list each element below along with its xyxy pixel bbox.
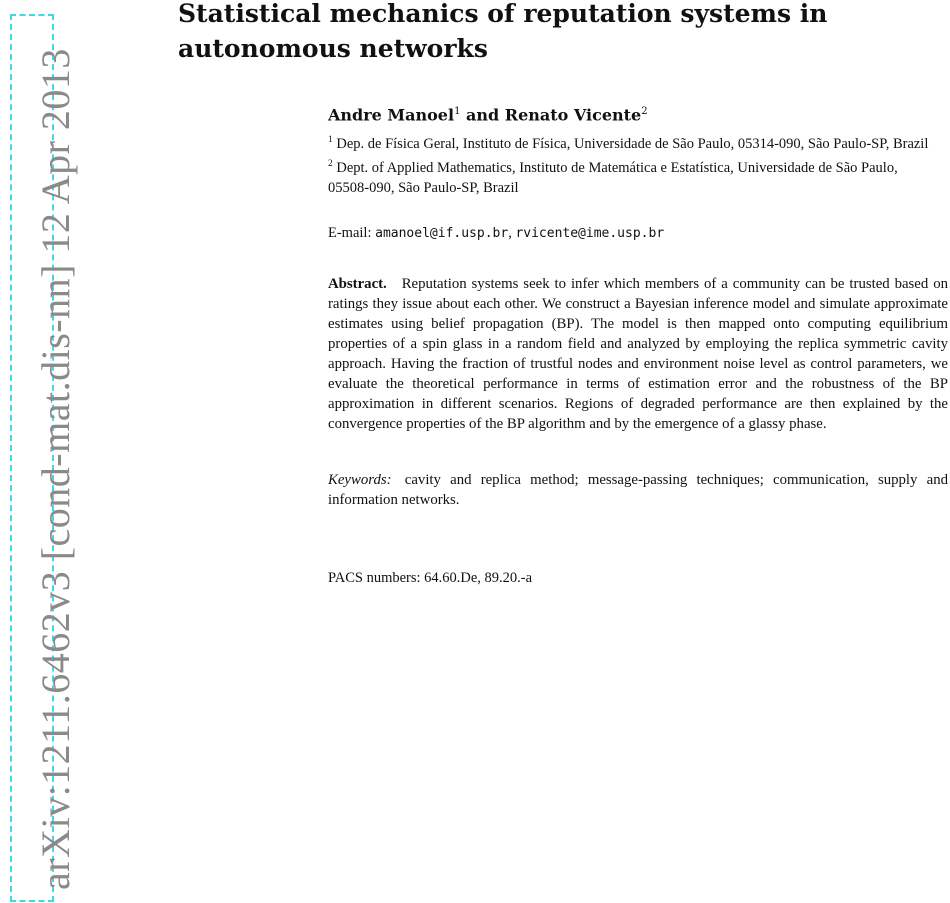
abstract — [328, 274, 948, 434]
email-line — [328, 223, 664, 244]
keywords-label: Keywords: — [328, 472, 392, 488]
affiliation-text: Dep. de Física Geral, Instituto de Física, Universidade de São Paulo, 05314-090, São Paulo-SP, Brazil — [332, 135, 929, 152]
abstract-heading: Abstract. — [328, 276, 387, 292]
keywords-text: cavity and replica method; message-passing techniques; communication, supply and information networks. — [328, 472, 949, 508]
author-affil-mark: 1 — [454, 106, 461, 117]
affiliation-text: Dept. of Applied Mathematics, Instituto de Matemática e Estatística, Universidade de São Paulo, 05508-090, São Paulo-SP, Brazil — [328, 159, 898, 196]
pacs-numbers: PACS numbers: 64.60.De, 89.20.-a — [328, 570, 533, 586]
affiliations — [328, 130, 938, 198]
abstract-text: Reputation systems seek to infer which members of a community can be trusted based on ratings they issue about each other. We construct a Bayesian inference model and simulate approximate estimates using belief propagation (BP). The model is then mapped onto computing equilibrium properties of a spin glass in a random field and analyzed by employing the replica symmetric cavity approach. Having the fraction of trustful nodes and environment noise level as control parameters, we evaluate the theoretical performance in terms of estimation error and the robustness of the BP approximation in different scenarios. Regions of degraded performance are then explained by the convergence properties of the BP algorithm and by the emergence of a glassy phase. — [328, 276, 948, 432]
paper-title: Statistical mechanics of reputation systems in autonomous networks — [178, 0, 828, 63]
email-label: E-mail: — [328, 225, 376, 241]
author-joiner: and — [460, 105, 505, 125]
affiliation-mark: 2 — [328, 158, 333, 169]
author-name: Renato Vicente — [504, 105, 642, 125]
email-separator: , — [508, 225, 516, 241]
affiliation-item — [328, 130, 938, 154]
email-link[interactable]: rvicente@ime.usp.br — [515, 226, 665, 241]
author-affil-mark: 2 — [641, 106, 648, 117]
keywords — [328, 470, 948, 510]
affiliation-mark: 1 — [328, 135, 333, 145]
author-name: Andre Manoel — [328, 105, 455, 125]
arxiv-stamp-text: arXiv:1211.6462v3 [cond-mat.dis-nn] 12 Apr 2013 — [33, 48, 78, 890]
email-link[interactable]: amanoel@if.usp.br — [375, 226, 509, 241]
affiliation-item — [328, 154, 938, 198]
author-line — [328, 102, 648, 125]
